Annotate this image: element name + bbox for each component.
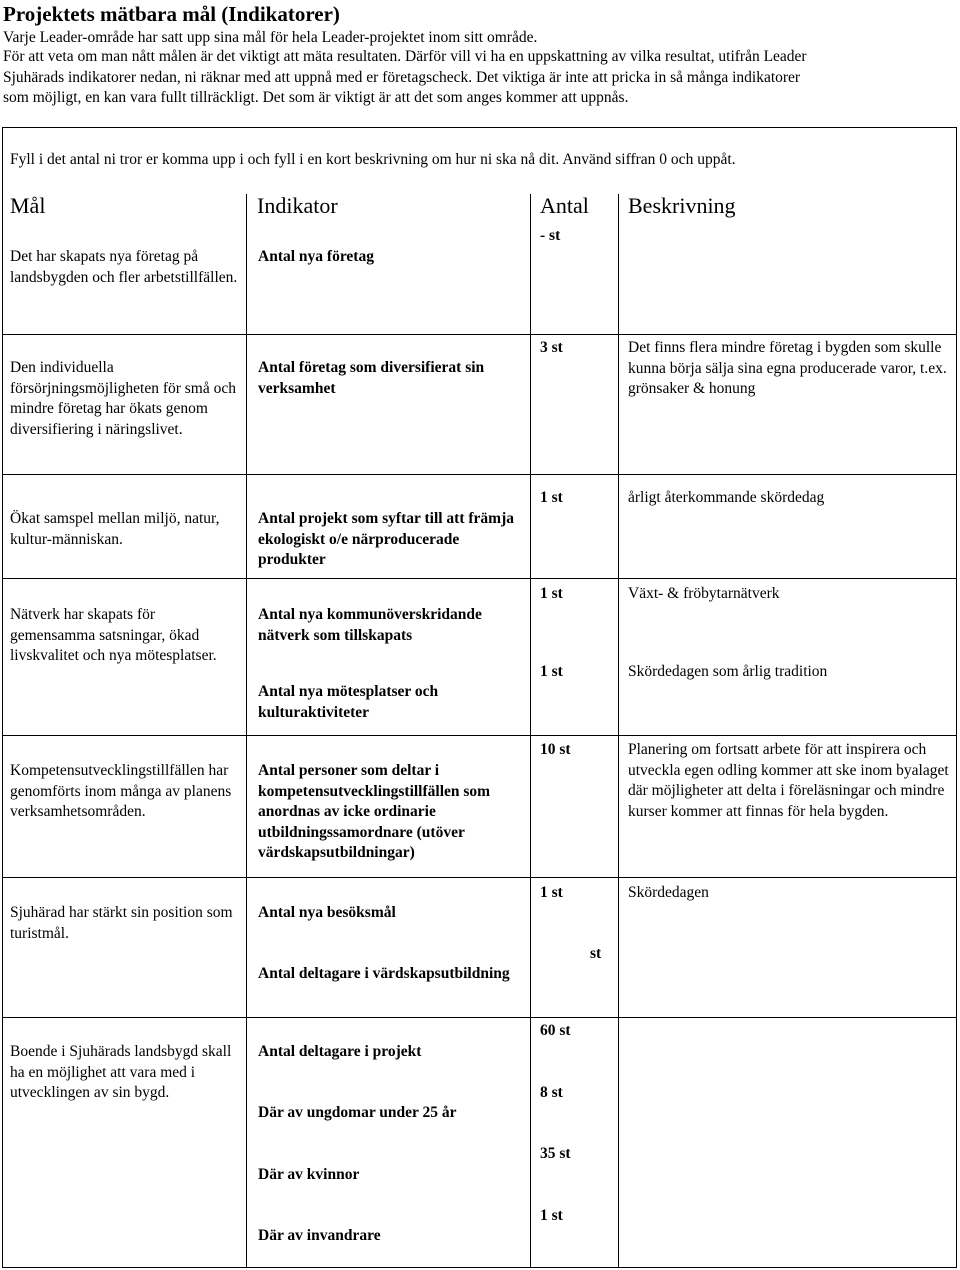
intro-line-4: som möjligt, en kan vara fullt tillräckligt. Det som är viktigt är att det som anges kommer att uppnås. <box>3 89 629 106</box>
column-divider <box>618 194 619 1268</box>
indicator-networks: Antal nya kommunöverskridande nätverk som tillskapats <box>258 606 482 644</box>
intro-line-2: För att veta om man nått målen är det viktigt att mäta resultaten. Därför vill vi ha en uppskattning av vilka resultat, utifrån Leader <box>3 48 807 65</box>
indicator-diversification: Antal företag som diversifierat sin verksamhet <box>258 359 485 397</box>
indicator-meeting-places: Antal nya mötesplatser och kulturaktiviteter <box>258 683 439 721</box>
goal-new-companies: Det har skapats nya företag på landsbygden och fler arbetstillfällen. <box>10 248 238 286</box>
row-divider <box>2 578 957 579</box>
indicator-new-companies: Antal nya företag <box>258 248 374 265</box>
row-divider <box>2 334 957 335</box>
description-networks: Växt- & fröbytarnätverk <box>628 585 780 602</box>
amount-new-attractions: 1 st <box>540 884 563 901</box>
page-title: Projektets mätbara mål (Indikatorer) <box>3 2 340 26</box>
amount-eco-projects: 1 st <box>540 489 563 506</box>
description-new-attractions: Skördedagen <box>628 884 709 901</box>
header-beskrivning: Beskrivning <box>628 193 736 218</box>
indicator-project-participants: Antal deltagare i projekt <box>258 1043 422 1060</box>
header-antal: Antal <box>540 193 589 218</box>
description-eco-projects: årligt återkommande skördedag <box>628 489 825 506</box>
goal-networks: Nätverk har skapats för gemensamma satsningar, ökad livskvalitet och nya mötesplatser. <box>10 606 217 664</box>
amount-youth: 8 st <box>540 1084 563 1101</box>
instruction-text: Fyll i det antal ni tror er komma upp i och fyll i en kort beskrivning om hur ni ska nå dit. Använd siffran 0 och uppåt. <box>10 151 736 168</box>
amount-competence: 10 st <box>540 741 571 758</box>
amount-diversification: 3 st <box>540 339 563 356</box>
intro-line-1: Varje Leader-område har satt upp sina mål för hela Leader-projektet inom sitt område. <box>3 29 538 46</box>
description-competence: Planering om fortsatt arbete för att inspirera och utveckla egen odling kommer att ske inom byalaget där möjligheter att delta i föreläsningar och mindre kurser kommer att finnas för hela bygden. <box>628 741 949 820</box>
row-divider <box>2 735 957 736</box>
description-meeting-places: Skördedagen som årlig tradition <box>628 663 828 680</box>
amount-project-participants: 60 st <box>540 1022 571 1039</box>
row-divider <box>2 1017 957 1018</box>
amount-women: 35 st <box>540 1145 571 1162</box>
indicator-immigrants: Där av invandrare <box>258 1227 381 1244</box>
indicator-hosting-training: Antal deltagare i värdskapsutbildning <box>258 965 510 982</box>
column-divider <box>246 194 247 1268</box>
amount-meeting-places: 1 st <box>540 663 563 680</box>
intro-line-3: Sjuhärads indikatorer nedan, ni räknar med att uppnå med er företagscheck. Det viktiga är inte att pricka in så många indikatorer <box>3 69 801 86</box>
goal-diversification: Den individuella försörjningsmöjligheten för små och mindre företag har ökats genom diversifiering i näringslivet. <box>10 359 236 438</box>
header-indikator: Indikator <box>257 193 338 218</box>
goal-tourism: Sjuhärad har stärkt sin position som turistmål. <box>10 904 233 942</box>
indicator-eco-projects: Antal projekt som syftar till att främja ekologiskt o/e närproducerade produkter <box>258 510 514 568</box>
indicator-youth: Där av ungdomar under 25 år <box>258 1104 457 1121</box>
row-divider <box>2 877 957 878</box>
amount-new-companies: - st <box>540 227 561 244</box>
header-mal: Mål <box>10 193 46 218</box>
indicator-women: Där av kvinnor <box>258 1166 360 1183</box>
amount-networks: 1 st <box>540 585 563 602</box>
goal-competence: Kompetensutvecklingstillfällen har genomförts inom många av planens verksamhetsområden. <box>10 762 232 820</box>
column-divider <box>530 194 531 1268</box>
indicator-competence: Antal personer som deltar i kompetensutvecklingstillfällen som anordnas av icke ordinarie utbildningssamordnare (utöver värdskapsutbildningar) <box>258 762 491 861</box>
amount-hosting-training: st <box>590 945 602 962</box>
goal-residents: Boende i Sjuhärads landsbygd skall ha en möjlighet att vara med i utvecklingen av sin bygd. <box>10 1043 232 1101</box>
amount-immigrants: 1 st <box>540 1207 563 1224</box>
row-divider <box>2 474 957 475</box>
goal-environment-interplay: Ökat samspel mellan miljö, natur, kultur-människan. <box>10 510 220 548</box>
description-diversification: Det finns flera mindre företag i bygden som skulle kunna börja sälja sina egna producerade varor, t.ex. grönsaker & honung <box>628 339 947 397</box>
indicator-new-attractions: Antal nya besöksmål <box>258 904 396 921</box>
